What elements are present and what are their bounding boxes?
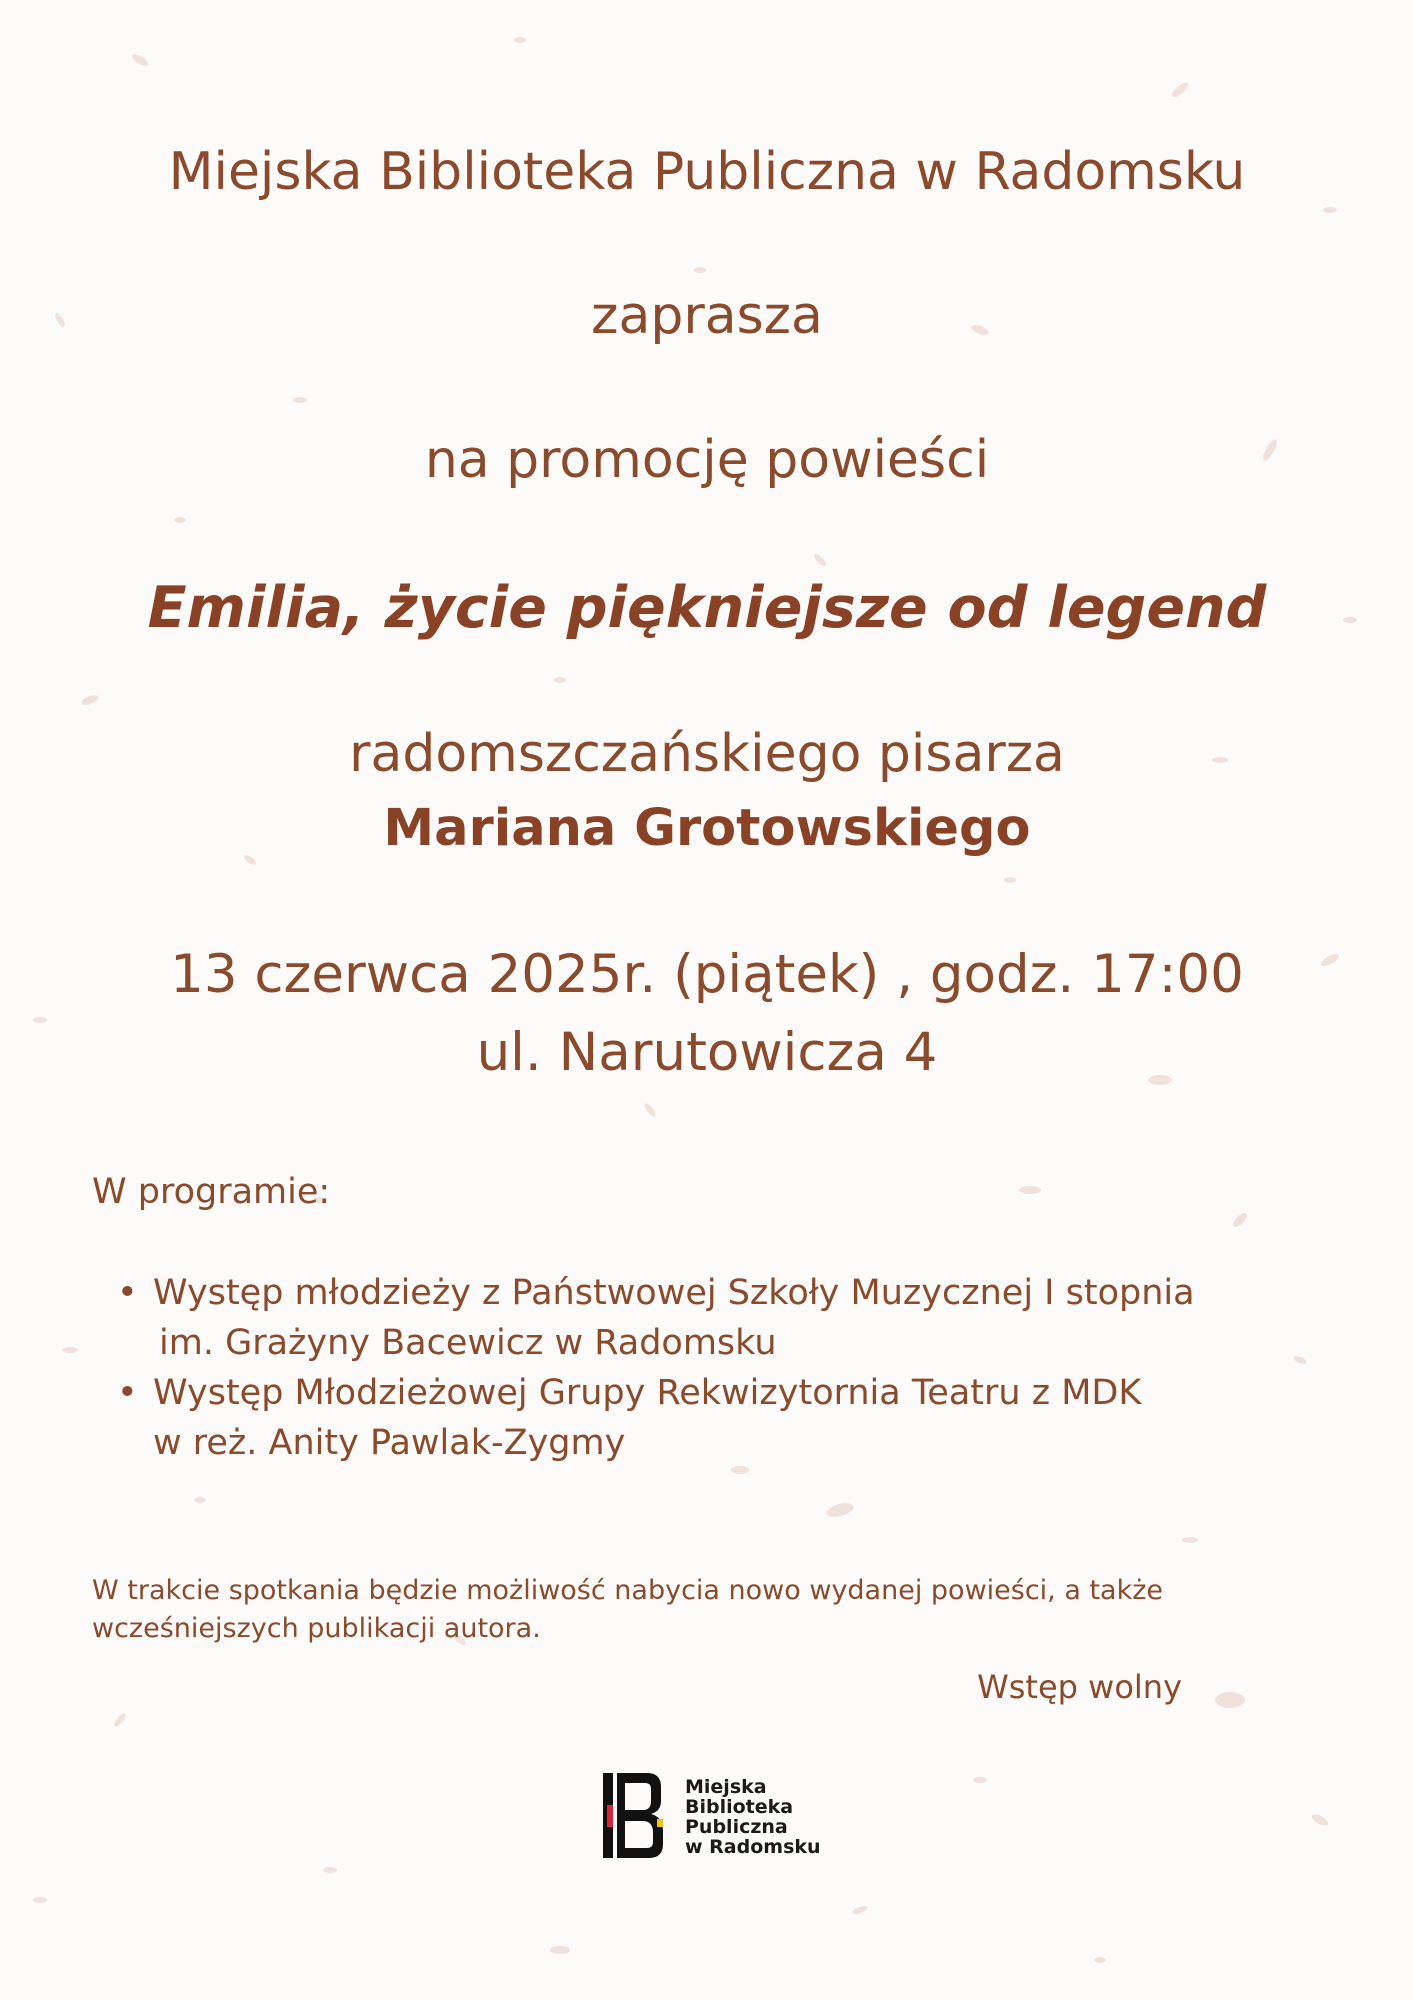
purchase-note (92, 1572, 1192, 1648)
admission-text: Wstęp wolny (977, 1668, 1182, 1706)
library-logo (603, 1773, 823, 1858)
program-item-line: Występ Młodzieżowej Grupy Rekwizytornia Teatru z MDK (153, 1373, 1142, 1413)
bullet-icon: • (117, 1273, 138, 1313)
note-line: W trakcie spotkania będzie możliwość nabycia nowo wydanej powieści, a także (92, 1575, 1164, 1606)
program-item-line: w reż. Anity Pawlak-Zygmy (153, 1423, 626, 1463)
program-list (115, 1268, 1265, 1468)
bullet-icon: • (117, 1373, 138, 1413)
organizer-title: Miejska Biblioteka Publiczna w Radomsku (168, 142, 1246, 202)
list-item (115, 1368, 1265, 1468)
library-logo-icon (603, 1773, 665, 1858)
invites-text: zaprasza (591, 286, 823, 346)
event-intro: na promocję powieści (424, 430, 990, 490)
logo-text-line: w Radomsku (685, 1836, 821, 1858)
author-name: Mariana Grotowskiego (383, 799, 1031, 858)
note-line: wcześniejszych publikacji autora. (92, 1613, 541, 1644)
logo-text-line: Biblioteka (685, 1796, 794, 1818)
logo-text-line: Publiczna (685, 1816, 788, 1838)
program-item-line: im. Grażyny Bacewicz w Radomsku (159, 1323, 777, 1363)
book-title: Emilia, życie piękniejsze od legend (147, 575, 1267, 641)
logo-text-line: Miejska (685, 1776, 767, 1798)
program-heading: W programie: (92, 1172, 331, 1212)
list-item (115, 1268, 1265, 1368)
author-description: radomszczańskiego pisarza (349, 724, 1065, 784)
event-datetime: 13 czerwca 2025r. (piątek) , godz. 17:00 (170, 944, 1244, 1005)
program-item-line: Występ młodzieży z Państwowej Szkoły Muzycznej I stopnia (153, 1273, 1195, 1313)
event-address: ul. Narutowicza 4 (476, 1022, 938, 1083)
